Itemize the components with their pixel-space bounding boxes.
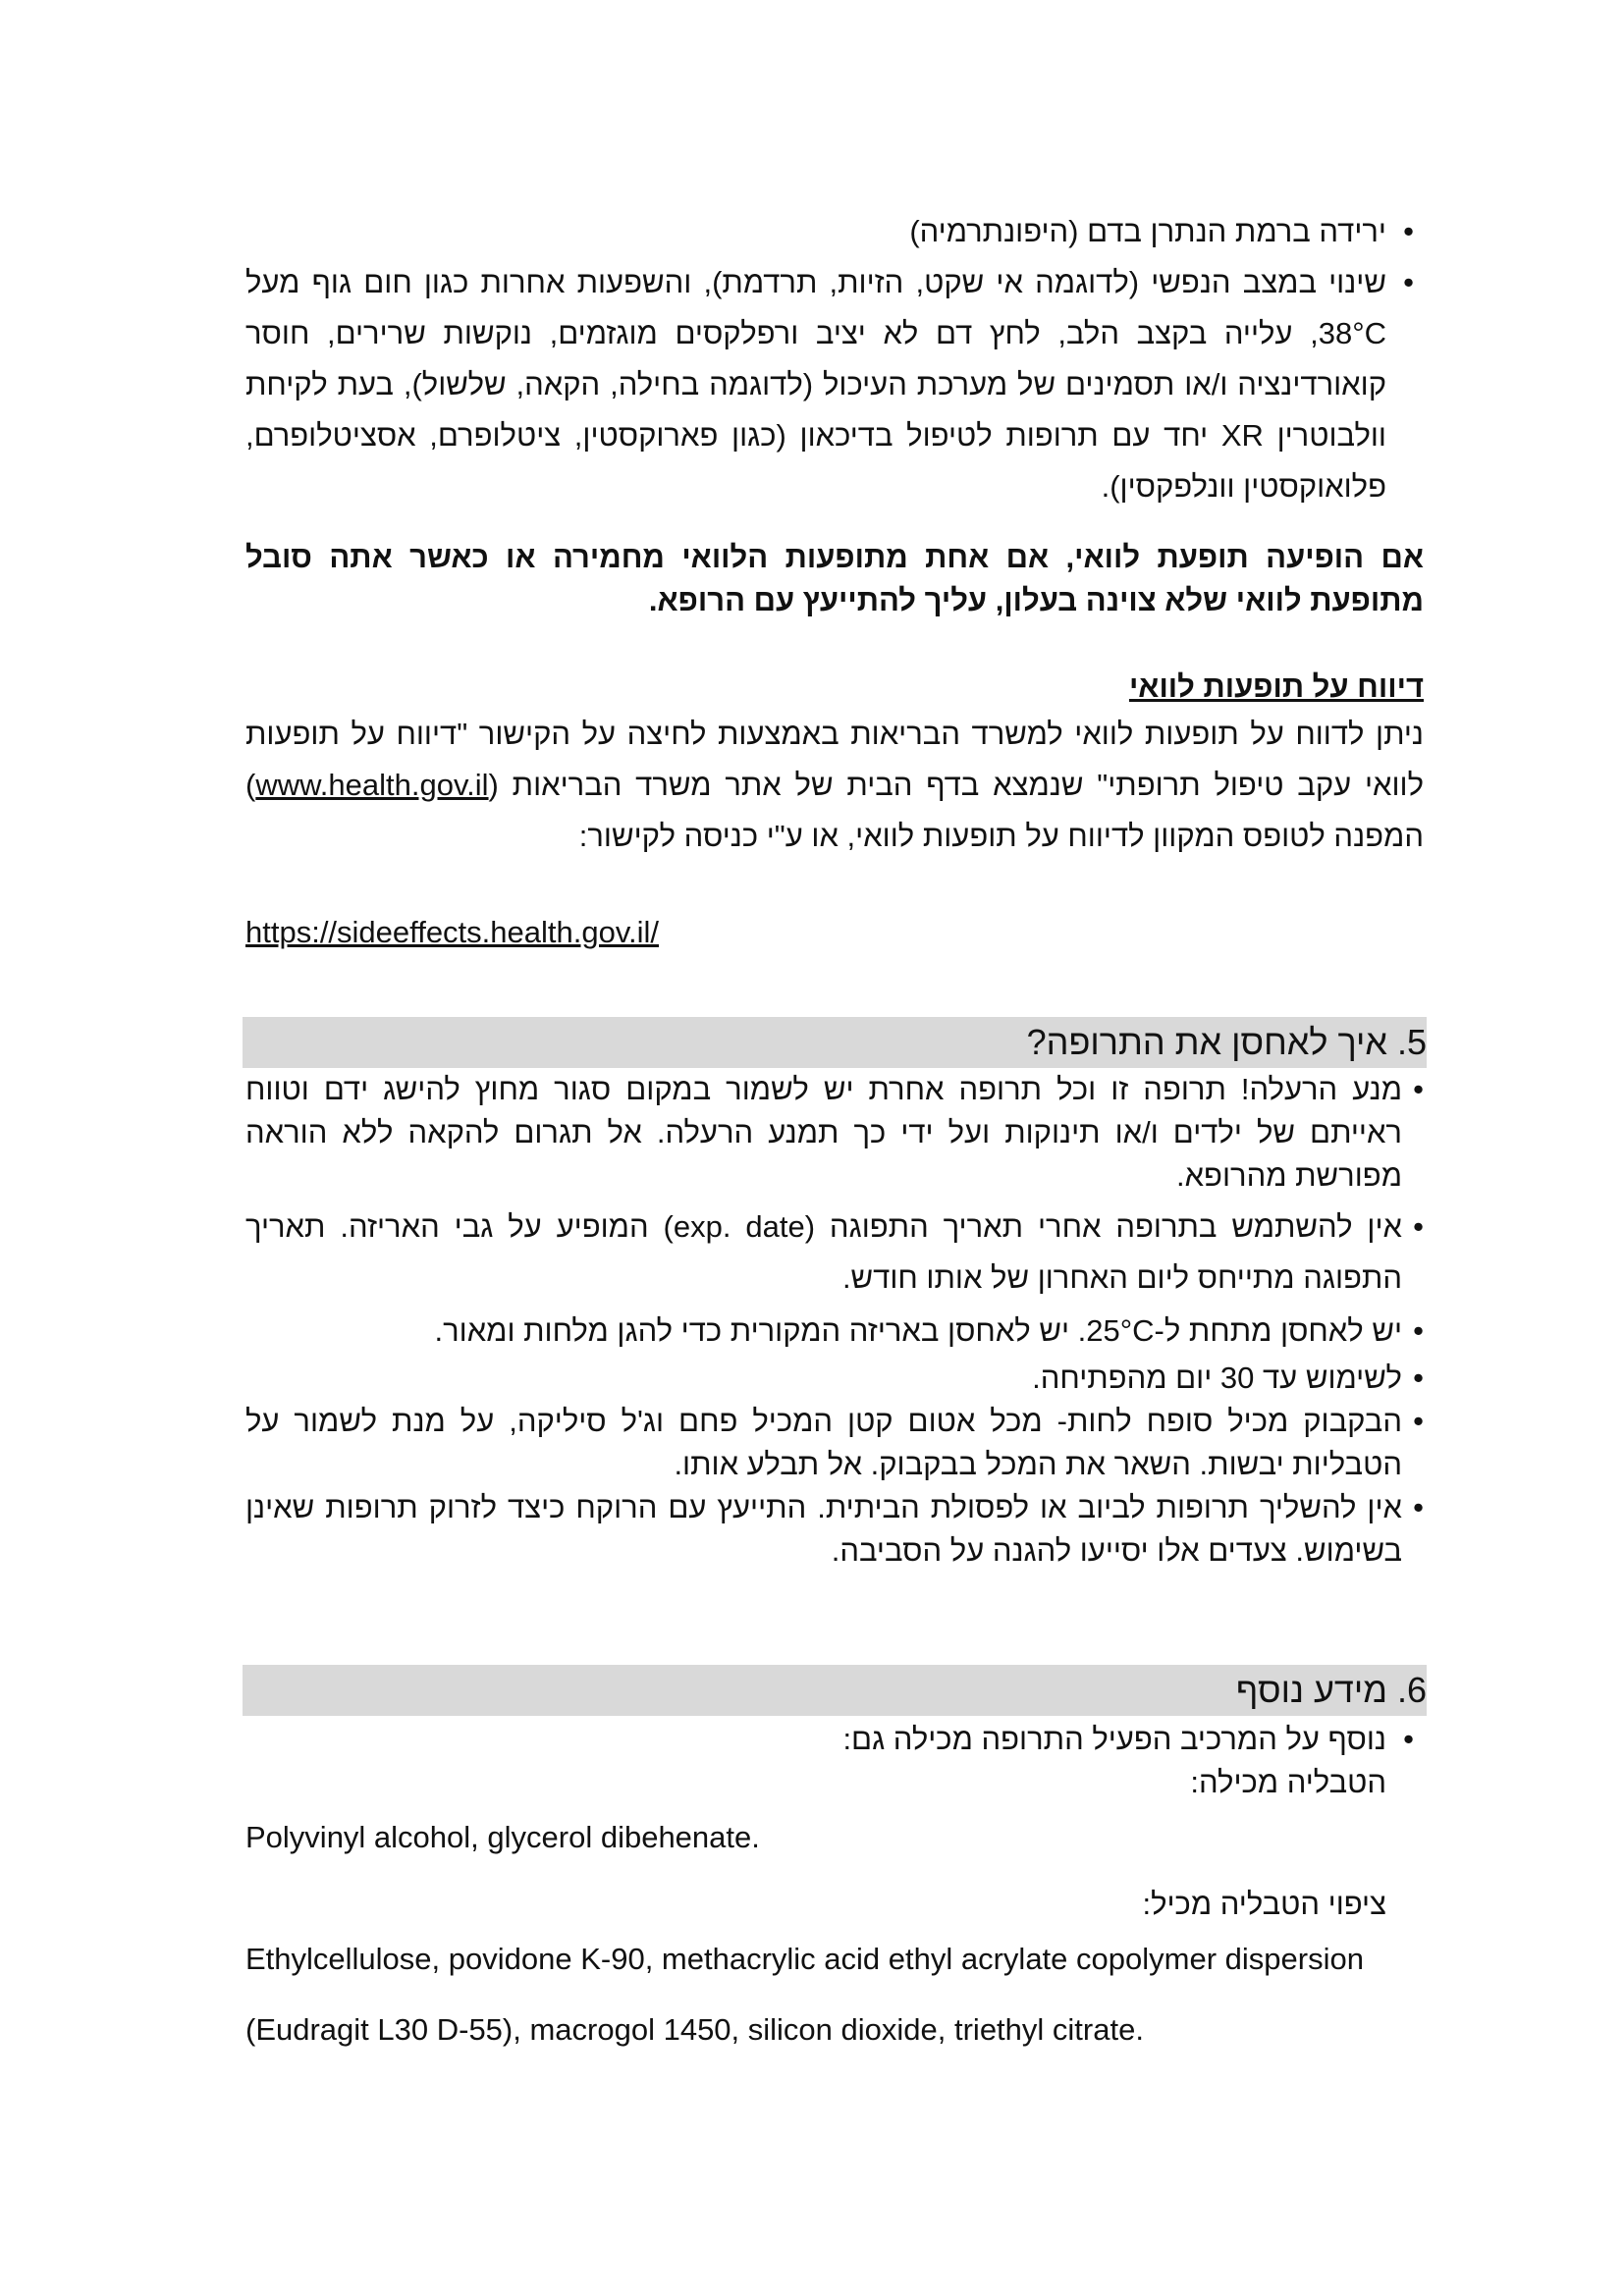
section5-list [245,1068,1424,1573]
list-item [245,1201,1424,1304]
coating-label: ציפוי הטבליה מכיל: [1142,1887,1386,1921]
doctor-warning: אם הופיעה תופעת לוואי, אם אחת מתופעות הלוואי מחמירה או כאשר אתה סובל מתופעת לוואי שלא צוינה בעלון, עליך להתייעץ עם הרופא. [245,540,1424,617]
list-item [245,1400,1424,1486]
list-item [245,1486,1424,1573]
list-item [245,257,1414,512]
section6-header [243,1665,1427,1716]
list-item [245,1357,1424,1400]
bullet-icon: • [1413,1404,1424,1438]
storage-item-disposal: אין להשליך תרופות לביוב או לפסולת הביתית. התייעץ עם הרוקח כיצד לזרוק תרופות שאינן בשימוש. צעדים אלו יסייעו להגנה על הסביבה. [245,1490,1402,1568]
bullet-icon: • [1413,1209,1424,1244]
list-item [245,1068,1424,1198]
reporting-title: דיווח על תופעות לוואי [1128,669,1424,704]
side-effect-serotonin: שינוי במצב הנפשי (לדוגמה אי שקט, הזיות, תרדמת), והשפעות אחרות כגון חום גוף מעל 38°C, עלייה בקצב הלב, לחץ דם לא יציב ורפלקסים מוגזמים, נוקשות שרירים, חוסר קואורדינציה ו/או תסמינים של מערכת העיכול (לדוגמה בחילה, הקאה, שלשול), בעת לקיחת וולבוטרין XR יחד עם תרופות לטיפול בדיכאון (כגון פארוקסטין, ציטלופרם, אסציטלופרם, פלואוקסטין וונלפקסין). [245,265,1386,504]
list-item [245,206,1414,257]
section6-intro [245,1718,1414,1804]
bullet-icon: • [1413,1072,1424,1106]
reporting-text-after: ) המפנה לטופס המקוון לדיווח על תופעות לוואי, או ע"י כניסה לקישור: [245,768,1424,853]
bullet-icon: • [1403,214,1414,248]
tablet-label: הטבליה מכילה: [1190,1765,1386,1799]
section6-intro-text: נוסף על המרכיב הפעיל התרופה מכילה גם: [842,1722,1386,1756]
reporting-text-before: ניתן לדווח על תופעות לוואי למשרד הבריאות באמצעות לחיצה על הקישור "דיווח על תופעות לוואי עקב טיפול תרופתי" שנמצא בדף הבית של אתר משרד הבריאות ( [245,717,1424,802]
side-effect-hyponatremia: ירידה ברמת הנתרן בדם (היפונתרמיה) [909,214,1386,248]
list-item [245,1718,1414,1761]
list-item [245,1309,1424,1353]
section5-header [243,1017,1427,1068]
side-effects-list [245,206,1414,512]
reporting-text [245,709,1424,862]
storage-item-desiccant: הבקבוק מכיל סופח לחות- מכל אטום קטן המכיל פחם וג'ל סיליקה, על מנת לשמור על הטבליות יבשות. השאר את המכל בבקבוק. אל תבלע אותו. [245,1404,1402,1481]
section5-title: 5. איך לאחסן את התרופה? [1026,1022,1427,1062]
storage-item-expiry: אין להשתמש בתרופה אחרי תאריך התפוגה (exp. date) המופיע על גבי האריזה. תאריך התפוגה מתייחס ליום האחרון של אותו חודש. [245,1209,1402,1295]
bullet-icon: • [1413,1361,1424,1395]
storage-item-use-period: לשימוש עד 30 יום מהפתיחה. [1032,1361,1402,1395]
bullet-icon: • [1413,1490,1424,1524]
storage-item-temperature: יש לאחסן מתחת ל-25°C. יש לאחסן באריזה המקורית כדי להגן מלחות ומאור. [434,1313,1402,1348]
bullet-icon: • [1413,1313,1424,1348]
storage-item-poison: מנע הרעלה! תרופה זו וכל תרופה אחרת יש לשמור במקום סגור מחוץ להישג ידם וטווח ראייתם של ילדים ו/או תינוקות ועל ידי כך תמנע הרעלה. אל תגרום להקאה ללא הוראה מפורשת מהרופא. [245,1072,1402,1193]
section6-title: 6. מידע נוסף [1235,1670,1427,1710]
bullet-icon: • [1403,265,1414,299]
tablet-ingredients: Polyvinyl alcohol, glycerol dibehenate. [245,1820,760,1854]
coating-ingredients: Ethylcellulose, povidone K-90, methacrylic acid ethyl acrylate copolymer dispersion (Eudragit L30 D-55), macrogol 1450, silicon dioxide, triethyl citrate. [245,1942,1364,2047]
bullet-icon: • [1403,1722,1414,1756]
sideeffects-link[interactable]: https://sideeffects.health.gov.il/ [245,915,660,949]
reporting-url-row [245,909,1424,956]
health-site-link[interactable]: www.health.gov.il [255,768,489,802]
